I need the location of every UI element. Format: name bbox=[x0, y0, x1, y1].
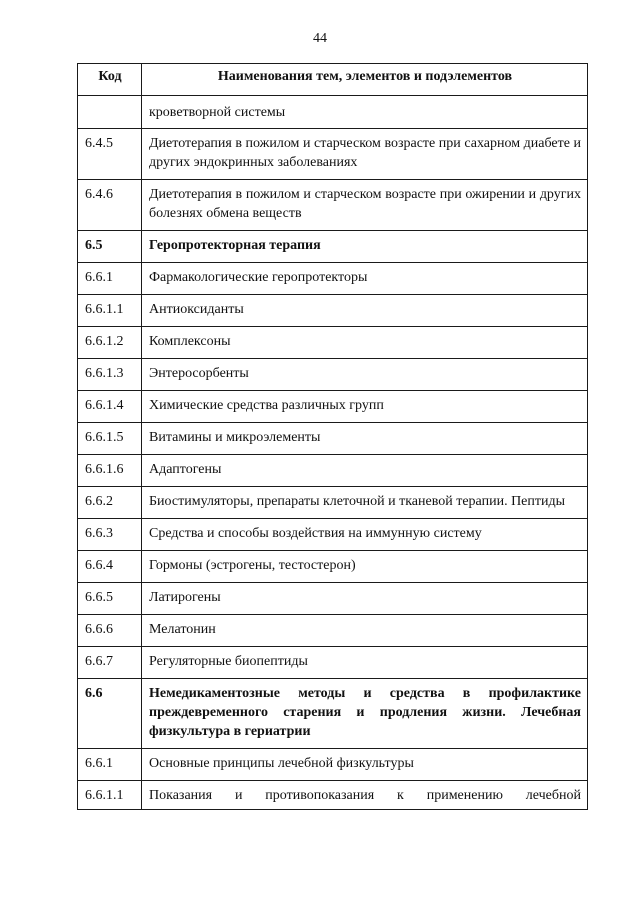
row-code: 6.6.7 bbox=[78, 647, 142, 679]
table-row bbox=[78, 647, 588, 679]
row-name: Латирогены bbox=[142, 583, 588, 615]
table-row bbox=[78, 295, 588, 327]
table-row bbox=[78, 96, 588, 129]
row-code: 6.6.4 bbox=[78, 551, 142, 583]
row-code: 6.6.1.1 bbox=[78, 295, 142, 327]
row-name: Комплексоны bbox=[142, 327, 588, 359]
row-name: Энтеросорбенты bbox=[142, 359, 588, 391]
table-row bbox=[78, 679, 588, 749]
row-code: 6.4.6 bbox=[78, 180, 142, 231]
row-name: Мелатонин bbox=[142, 615, 588, 647]
table-row bbox=[78, 180, 588, 231]
table-header-row bbox=[78, 64, 588, 96]
row-code: 6.4.5 bbox=[78, 129, 142, 180]
row-name: Адаптогены bbox=[142, 455, 588, 487]
row-name: Средства и способы воздействия на иммунную систему bbox=[142, 519, 588, 551]
table-row bbox=[78, 583, 588, 615]
row-name: Диетотерапия в пожилом и старческом возрасте при ожирении и других болезнях обмена веществ bbox=[142, 180, 588, 231]
row-name: Диетотерапия в пожилом и старческом возрасте при сахарном диабете и других эндокринных заболеваниях bbox=[142, 129, 588, 180]
row-name: Биостимуляторы, препараты клеточной и тканевой терапии. Пептиды bbox=[142, 487, 588, 519]
row-code: 6.5 bbox=[78, 231, 142, 263]
table-row bbox=[78, 327, 588, 359]
row-name: Показания и противопоказания к применению лечебной bbox=[142, 781, 588, 810]
table-row bbox=[78, 551, 588, 583]
table-row bbox=[78, 391, 588, 423]
row-name: Основные принципы лечебной физкультуры bbox=[142, 749, 588, 781]
table-row bbox=[78, 749, 588, 781]
table-row bbox=[78, 359, 588, 391]
table-row bbox=[78, 615, 588, 647]
table-row bbox=[78, 781, 588, 810]
row-name: Фармакологические геропротекторы bbox=[142, 263, 588, 295]
row-code: 6.6.1.3 bbox=[78, 359, 142, 391]
row-code: 6.6.1.6 bbox=[78, 455, 142, 487]
table-row bbox=[78, 455, 588, 487]
row-code: 6.6.6 bbox=[78, 615, 142, 647]
row-code: 6.6 bbox=[78, 679, 142, 749]
row-name: Витамины и микроэлементы bbox=[142, 423, 588, 455]
row-code: 6.6.1.1 bbox=[78, 781, 142, 810]
row-name: Геропротекторная терапия bbox=[142, 231, 588, 263]
row-code: 6.6.5 bbox=[78, 583, 142, 615]
column-header-code: Код bbox=[78, 64, 142, 96]
row-name: Антиоксиданты bbox=[142, 295, 588, 327]
row-name: Регуляторные биопептиды bbox=[142, 647, 588, 679]
table-row bbox=[78, 263, 588, 295]
row-name: Химические средства различных групп bbox=[142, 391, 588, 423]
row-name: Немедикаментозные методы и средства в профилактике преждевременного старения и продления жизни. Лечебная физкультура в гериатрии bbox=[142, 679, 588, 749]
row-code bbox=[78, 96, 142, 129]
page-number: 44 bbox=[313, 31, 327, 46]
row-code: 6.6.1.2 bbox=[78, 327, 142, 359]
row-code: 6.6.1.4 bbox=[78, 391, 142, 423]
row-name: Гормоны (эстрогены, тестостерон) bbox=[142, 551, 588, 583]
table-row bbox=[78, 231, 588, 263]
content-table bbox=[77, 63, 588, 810]
row-code: 6.6.1.5 bbox=[78, 423, 142, 455]
table-row bbox=[78, 487, 588, 519]
table-row bbox=[78, 519, 588, 551]
row-code: 6.6.3 bbox=[78, 519, 142, 551]
row-code: 6.6.1 bbox=[78, 263, 142, 295]
table-row bbox=[78, 129, 588, 180]
row-code: 6.6.1 bbox=[78, 749, 142, 781]
row-code: 6.6.2 bbox=[78, 487, 142, 519]
column-header-name: Наименования тем, элементов и подэлементов bbox=[142, 64, 588, 96]
table-row bbox=[78, 423, 588, 455]
row-name: кроветворной системы bbox=[142, 96, 588, 129]
